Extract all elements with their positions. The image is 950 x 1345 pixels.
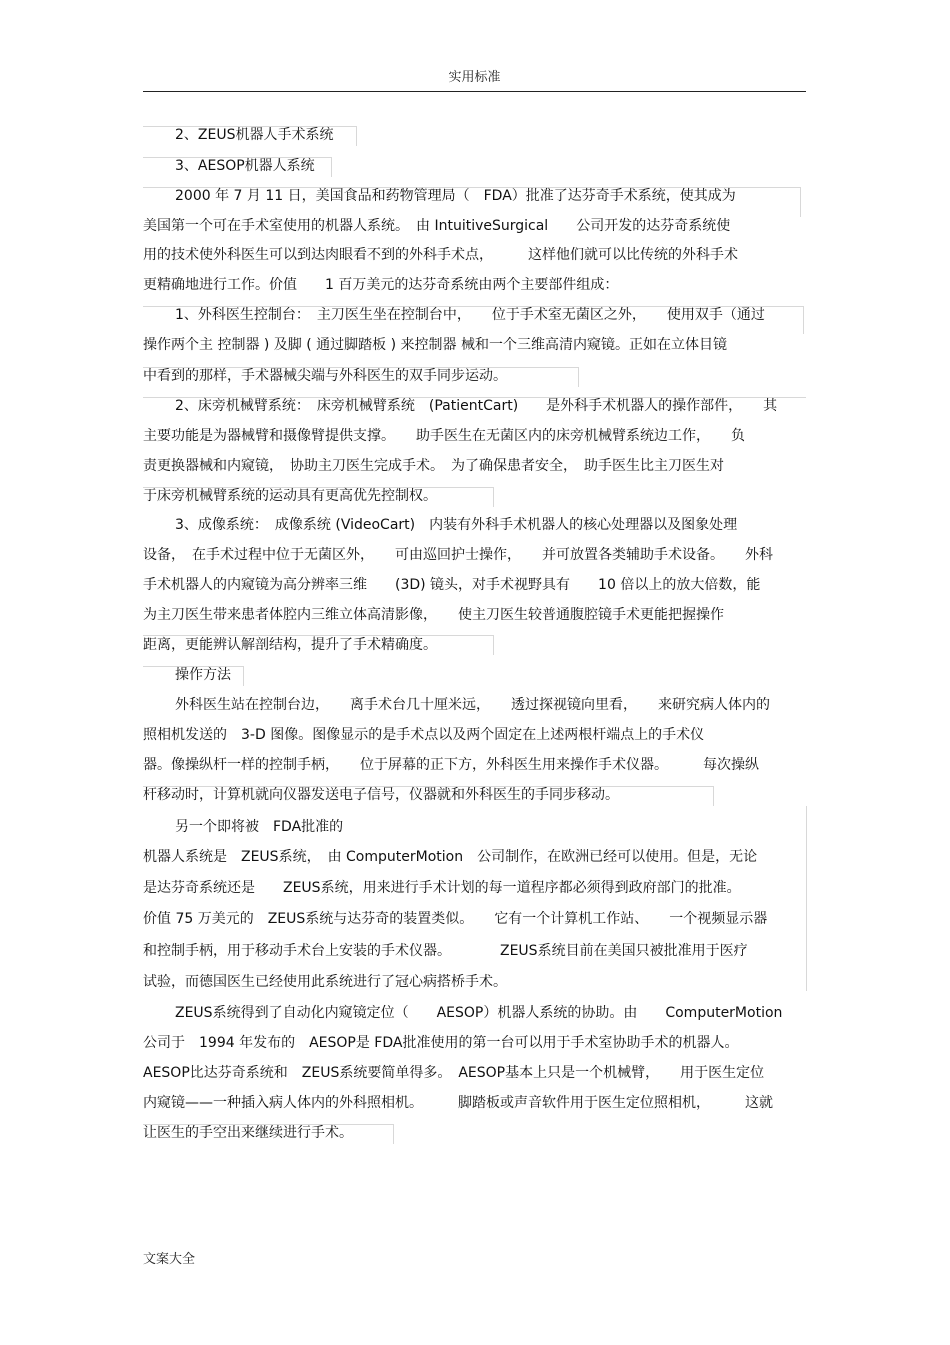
section-heading: 操作方法 <box>175 667 231 683</box>
text-line: 外科医生站在控制台边， 离手术台几十厘米远， 透过探视镜向里看， 来研究病人体内的 <box>175 697 770 713</box>
text-line: 器。像操纵杆一样的控制手柄， 位于屏幕的正下方，外科医生用来操作手术仪器。 每次操纵 <box>143 757 759 773</box>
text-line: 让医生的手空出来继续进行手术。 <box>143 1125 353 1141</box>
text-line: 杆移动时，计算机就向仪器发送电子信号，仪器就和外科医生的手同步移动。 <box>143 787 619 803</box>
text-line: 距离，更能辨认解剖结构，提升了手术精确度。 <box>143 637 437 653</box>
text-line: 于床旁机械臂系统的运动具有更高优先控制权。 <box>143 488 437 504</box>
text-line: 1、外科医生控制台： 主刀医生坐在控制台中， 位于手术室无菌区之外， 使用双手（通过 <box>175 307 765 323</box>
page-footer: 文案大全 <box>143 1252 196 1267</box>
heading-aesop: 3、AESOP机器人系统 <box>175 158 315 174</box>
text-line: 是达芬奇系统还是 ZEUS系统，用来进行手术计划的每一道程序都必须得到政府部门的批准。 <box>143 880 741 896</box>
text-line: 中看到的那样，手术器械尖端与外科医生的双手同步运动。 <box>143 368 507 384</box>
text-line: 公司于 1994 年发布的 AESOP是 FDA批准使用的第一台可以用于手术室协助手术的机器人。 <box>143 1035 739 1051</box>
text-line: 2000 年 7 月 11 日，美国食品和药物管理局（ FDA）批准了达芬奇手术系统，使其成为 <box>175 188 736 204</box>
text-line: 3、成像系统： 成像系统 (VideoCart) 内装有外科手术机器人的核心处理器以及图象处理 <box>175 517 738 533</box>
text-line: 内窥镜——一种插入病人体内的外科照相机。 脚踏板或声音软件用于医生定位照相机， 这就 <box>143 1095 773 1111</box>
heading-zeus: 2、ZEUS机器人手术系统 <box>175 127 334 143</box>
text-line: 用的技术使外科医生可以到达肉眼看不到的外科手术点， 这样他们就可以比传统的外科手术 <box>143 247 738 263</box>
text-line: 试验，而德国医生已经使用此系统进行了冠心病搭桥手术。 <box>143 974 507 990</box>
text-line: 为主刀医生带来患者体腔内三维立体高清影像， 使主刀医生较普通腹腔镜手术更能把握操作 <box>143 607 724 623</box>
page-header: 实用标准 <box>448 70 501 85</box>
header-divider <box>143 91 806 92</box>
text-line: AESOP比达芬奇系统和 ZEUS系统要简单得多。 AESOP基本上只是一个机械臂， 用于医生定位 <box>143 1065 765 1081</box>
text-line: 更精确地进行工作。价值 1 百万美元的达芬奇系统由两个主要部件组成： <box>143 277 619 293</box>
text-line: 另一个即将被 FDA批准的 <box>175 819 344 835</box>
text-line: 手术机器人的内窥镜为高分辨率三维 (3D) 镜头，对手术视野具有 10 倍以上的放大倍数，能 <box>143 577 761 593</box>
guide-line <box>806 806 807 991</box>
text-line: ZEUS系统得到了自动化内窥镜定位（ AESOP）机器人系统的协助。由 ComputerMotion <box>175 1005 783 1021</box>
text-line: 美国第一个可在手术室使用的机器人系统。 由 IntuitiveSurgical 公司开发的达芬奇系统使 <box>143 218 731 234</box>
text-line: 设备， 在手术过程中位于无菌区外， 可由巡回护士操作， 并可放置各类辅助手术设备。 外科 <box>143 547 773 563</box>
text-line: 机器人系统是 ZEUS系统， 由 ComputerMotion 公司制作，在欧洲已经可以使用。但是，无论 <box>143 849 758 865</box>
text-line: 照相机发送的 3-D 图像。图像显示的是手术点以及两个固定在上述两根杆端点上的手术仪 <box>143 727 705 743</box>
text-line: 价值 75 万美元的 ZEUS系统与达芬奇的装置类似。 它有一个计算机工作站、 一个视频显示器 <box>143 911 768 927</box>
text-line: 主要功能是为器械臂和摄像臂提供支撑。 助手医生在无菌区内的床旁机械臂系统边工作， 负 <box>143 428 745 444</box>
text-line: 操作两个主 控制器 ) 及脚 ( 通过脚踏板 ) 来控制器 械和一个三维高清内窥镜。正如在立体目镜 <box>143 337 727 353</box>
text-line: 责更换器械和内窥镜， 协助主刀医生完成手术。 为了确保患者安全， 助手医生比主刀医生对 <box>143 458 724 474</box>
text-line: 2、床旁机械臂系统： 床旁机械臂系统 (PatientCart) 是外科手术机器人的操作部件， 其 <box>175 398 778 414</box>
text-line: 和控制手柄，用于移动手术台上安装的手术仪器。 ZEUS系统目前在美国只被批准用于医疗 <box>143 943 748 959</box>
